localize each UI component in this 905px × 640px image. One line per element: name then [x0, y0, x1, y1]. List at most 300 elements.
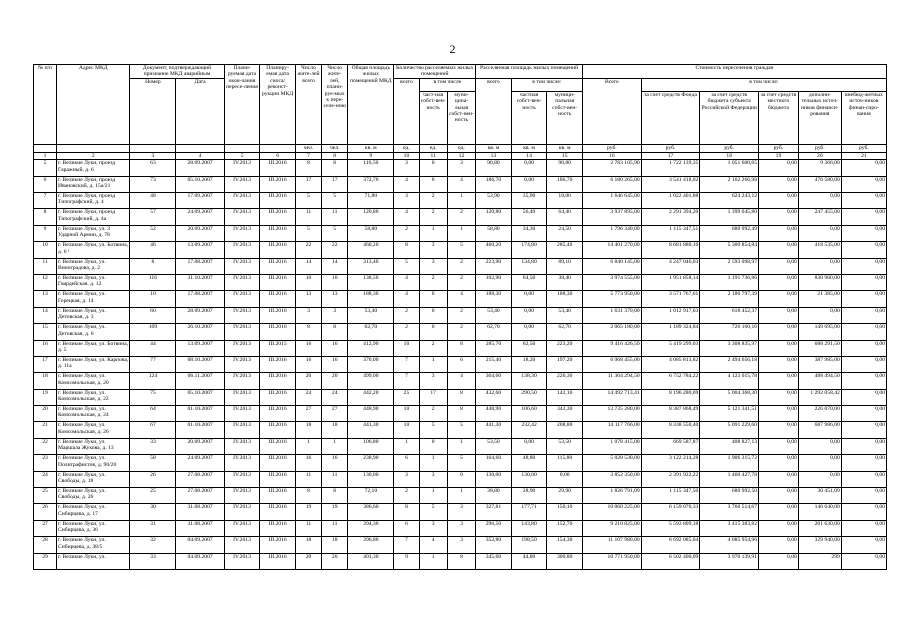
count-private-cell: 0: [419, 324, 447, 340]
planned-residents-cell: 20: [322, 373, 348, 389]
cost-subject-cell: 1 399 045,80: [700, 209, 759, 225]
address-cell: г. Великие Луки, ул. Ботвина, д. 6 ¹: [57, 242, 130, 258]
count-private-cell: 0: [419, 160, 447, 176]
cost-local-cell: 0,00: [759, 356, 799, 372]
cost-fund-cell: 2 291 394,20: [641, 209, 700, 225]
total-area-cell: 460,20: [348, 242, 394, 258]
cost-local-cell: 0,00: [759, 307, 799, 323]
planned-demolish-cell: III.2016: [260, 537, 296, 553]
cost-subject-cell: 1 191 736,86: [700, 274, 759, 290]
planned-demolish-cell: III.2016: [260, 504, 296, 520]
cost-total-cell: 2 783 105,90: [583, 160, 642, 176]
address-cell: г. Великие Луки, ул. Горецкая, д. 14: [57, 291, 130, 307]
area-municipal-cell: 188,30: [547, 291, 583, 307]
row-number-cell: 14: [34, 307, 57, 323]
area-total-cell: 120,80: [476, 209, 512, 225]
cost-nonbudget-cell: 0,00: [841, 520, 886, 536]
column-number-cell: 21: [841, 152, 886, 159]
total-area-cell: 62,70: [348, 324, 394, 340]
count-private-cell: 17: [419, 389, 447, 405]
cost-nonbudget-cell: 0,00: [841, 471, 886, 487]
cost-extra-cell: 201 630,00: [798, 520, 841, 536]
column-number-cell: 7: [295, 152, 321, 159]
unit-cell: ед.: [447, 144, 475, 152]
cost-extra-cell: 488 494,50: [798, 373, 841, 389]
address-cell: г. Великие Луки, ул. Комсомольская, д. 22: [57, 389, 130, 405]
area-total-cell: 352,80: [476, 537, 512, 553]
doc-number-cell: 8: [130, 258, 176, 274]
planned-demolish-cell: III.2016: [260, 438, 296, 454]
planned-demolish-cell: III.2016: [260, 324, 296, 340]
doc-number-cell: 73: [130, 176, 176, 192]
doc-date-cell: 04.09.2007: [176, 553, 224, 569]
area-municipal-cell: 0,00: [547, 471, 583, 487]
unit-cell: [260, 144, 296, 152]
total-area-cell: 58,80: [348, 225, 394, 241]
count-private-cell: 0: [419, 176, 447, 192]
residents-cell: 18: [295, 422, 321, 438]
row-number-cell: 19: [34, 389, 57, 405]
row-number-cell: 27: [34, 520, 57, 536]
total-area-cell: 396,80: [348, 537, 394, 553]
count-private-cell: 1: [419, 488, 447, 504]
cost-fund-cell: 1 022 401,88: [641, 193, 700, 209]
residents-cell: 11: [295, 209, 321, 225]
area-total-cell: 58,80: [476, 225, 512, 241]
count-private-cell: 0: [419, 307, 447, 323]
cost-extra-cell: 226 070,00: [798, 406, 841, 422]
count-private-cell: 3: [419, 373, 447, 389]
cost-total-cell: 1 826 791,09: [583, 488, 642, 504]
area-private-cell: 106,60: [511, 406, 547, 422]
cost-extra-cell: 476 580,00: [798, 176, 841, 192]
area-municipal-cell: 142,10: [547, 389, 583, 405]
col-cost-local-header: за счет средств местного бюджета: [759, 91, 799, 144]
table-row: [34, 504, 887, 520]
cost-extra-cell: 247 455,00: [798, 209, 841, 225]
area-private-cell: 48,80: [511, 455, 547, 471]
row-number-cell: 9: [34, 225, 57, 241]
area-total-cell: 90,80: [476, 160, 512, 176]
cost-total-cell: 5 773 950,00: [583, 291, 642, 307]
cost-nonbudget-cell: 0,00: [841, 340, 886, 356]
count-total-cell: 6: [394, 455, 419, 471]
col-area-private-header: частная собст-вен-ность: [511, 91, 547, 144]
count-municipal-cell: 2: [447, 307, 475, 323]
table-row: [34, 520, 887, 536]
row-number-cell: 26: [34, 504, 57, 520]
cost-nonbudget-cell: 0,00: [841, 406, 886, 422]
cost-local-cell: 0,00: [759, 488, 799, 504]
residents-cell: 14: [295, 258, 321, 274]
cost-subject-cell: 5 091 229,60: [700, 422, 759, 438]
count-total-cell: 2: [394, 488, 419, 504]
doc-date-cell: 08.10.2007: [176, 356, 224, 372]
count-municipal-cell: 2: [447, 209, 475, 225]
area-municipal-cell: 24,50: [547, 225, 583, 241]
row-number-cell: 13: [34, 291, 57, 307]
row-number-cell: 15: [34, 324, 57, 340]
area-private-cell: 130,00: [511, 471, 547, 487]
cost-fund-cell: 1 012 917,63: [641, 307, 700, 323]
unit-cell: руб.: [759, 144, 799, 152]
cost-fund-cell: 4 247 046,03: [641, 258, 700, 274]
count-private-cell: 5: [419, 422, 447, 438]
count-private-cell: 4: [419, 537, 447, 553]
cost-fund-cell: 5 419 299,03: [641, 340, 700, 356]
area-municipal-cell: 115,80: [547, 455, 583, 471]
area-municipal-cell: 90,80: [547, 160, 583, 176]
planned-demolish-cell: III.2016: [260, 242, 296, 258]
planned-residents-cell: 20: [322, 553, 348, 569]
count-total-cell: 1: [394, 438, 419, 454]
address-cell: г. Великие Луки, ул. Карпова, д. 11а: [57, 356, 130, 372]
column-number-cell: 3: [130, 152, 176, 159]
total-area-cell: 138,50: [348, 274, 394, 290]
address-cell: г. Великие Луки, ул. Сибирцева, д. 17: [57, 504, 130, 520]
cost-nonbudget-cell: 0,00: [841, 307, 886, 323]
area-municipal-cell: 38,40: [547, 274, 583, 290]
cost-total-cell: 2 065 180,00: [583, 324, 642, 340]
total-area-cell: 238,90: [348, 455, 394, 471]
col-address-header: Адрес МКД: [57, 65, 130, 145]
cost-local-cell: 0,00: [759, 291, 799, 307]
count-total-cell: 7: [394, 356, 419, 372]
cost-local-cell: 0,00: [759, 258, 799, 274]
table-row: [34, 438, 887, 454]
planned-demolish-cell: III.2016: [260, 373, 296, 389]
doc-number-cell: 32: [130, 537, 176, 553]
cost-nonbudget-cell: 0,00: [841, 324, 886, 340]
cost-fund-cell: 1 115 347,51: [641, 225, 700, 241]
area-municipal-cell: 300,80: [547, 553, 583, 569]
cost-subject-cell: 4 085 954,96: [700, 537, 759, 553]
cost-extra-cell: 387 985,00: [798, 356, 841, 372]
planned-demolish-cell: III.2016: [260, 488, 296, 504]
count-municipal-cell: 8: [447, 406, 475, 422]
residents-cell: 8: [295, 324, 321, 340]
count-municipal-cell: 3: [447, 520, 475, 536]
count-total-cell: 2: [394, 225, 419, 241]
total-area-cell: 120,80: [348, 209, 394, 225]
cost-fund-cell: 2 391 922,22: [641, 471, 700, 487]
column-number-cell: 12: [447, 152, 475, 159]
planned-demolish-cell: III.2016: [260, 209, 296, 225]
unit-cell: руб.: [583, 144, 642, 152]
doc-number-cell: 33: [130, 553, 176, 569]
column-number-cell: 10: [394, 152, 419, 159]
cost-nonbudget-cell: 0,00: [841, 242, 886, 258]
cost-extra-cell: 1 292 058,42: [798, 389, 841, 405]
cost-nonbudget-cell: 0,00: [841, 553, 886, 569]
cost-nonbudget-cell: 0,00: [841, 373, 886, 389]
planned-end-cell: IV.2013: [224, 258, 260, 274]
area-municipal-cell: 62,70: [547, 324, 583, 340]
count-municipal-cell: 6: [447, 356, 475, 372]
doc-number-cell: 48: [130, 193, 176, 209]
unit-cell: [34, 144, 57, 152]
area-private-cell: 35,90: [511, 193, 547, 209]
address-cell: г. Великие Луки, ул. Маршала Жукова, д. 13: [57, 438, 130, 454]
area-municipal-cell: 150,10: [547, 504, 583, 520]
resettlement-table: [33, 64, 887, 570]
cost-total-cell: 11 107 980,00: [583, 537, 642, 553]
row-number-cell: 21: [34, 422, 57, 438]
doc-date-cell: 17.08.2007: [176, 258, 224, 274]
planned-end-cell: IV.2013: [224, 307, 260, 323]
cost-extra-cell: 0,00: [798, 193, 841, 209]
area-total-cell: 53,50: [476, 438, 512, 454]
doc-number-cell: 116: [130, 274, 176, 290]
address-cell: г. Великие Луки, ул. Детовская, д. 6: [57, 324, 130, 340]
planned-demolish-cell: III.2016: [260, 176, 296, 192]
count-municipal-cell: 5: [447, 455, 475, 471]
planned-residents-cell: 16: [322, 356, 348, 372]
column-number-cell: 1: [34, 152, 57, 159]
cost-total-cell: 1 796 340,00: [583, 225, 642, 241]
cost-subject-cell: 1 051 600,65: [700, 160, 759, 176]
residents-cell: 17: [295, 176, 321, 192]
area-municipal-cell: 64,40: [547, 209, 583, 225]
cost-nonbudget-cell: 0,00: [841, 291, 886, 307]
area-municipal-cell: 53,50: [547, 438, 583, 454]
unit-cell: [224, 144, 260, 152]
count-private-cell: 3: [419, 471, 447, 487]
cost-extra-cell: 0,00: [798, 471, 841, 487]
row-number-cell: 29: [34, 553, 57, 569]
cost-local-cell: 0,00: [759, 471, 799, 487]
area-private-cell: 0,00: [511, 438, 547, 454]
total-area-cell: 499,00: [348, 373, 394, 389]
count-private-cell: 2: [419, 274, 447, 290]
cost-nonbudget-cell: 0,00: [841, 504, 886, 520]
planned-end-cell: IV.2013: [224, 537, 260, 553]
planned-residents-cell: 18: [322, 537, 348, 553]
cost-local-cell: 0,00: [759, 422, 799, 438]
cost-nonbudget-cell: 0,00: [841, 258, 886, 274]
doc-date-cell: 06.11.2007: [176, 373, 224, 389]
cost-local-cell: 0,00: [759, 553, 799, 569]
count-total-cell: 3: [394, 471, 419, 487]
col-total-area-header: Общая площадь жилых помещений МКД: [348, 65, 394, 145]
planned-residents-cell: 22: [322, 242, 348, 258]
column-number-cell: 11: [419, 152, 447, 159]
cost-extra-cell: 0,00: [798, 307, 841, 323]
area-private-cell: 177,71: [511, 504, 547, 520]
residents-cell: 20: [295, 373, 321, 389]
area-total-cell: 102,90: [476, 274, 512, 290]
address-cell: г. Великие Луки, проезд Типографский, д. 4: [57, 193, 130, 209]
doc-number-cell: 52: [130, 225, 176, 241]
doc-date-cell: 27.08.2007: [176, 488, 224, 504]
count-municipal-cell: 1: [447, 488, 475, 504]
cost-nonbudget-cell: 0,00: [841, 356, 886, 372]
table-row: [34, 471, 887, 487]
address-cell: г. Великие Луки, ул. Гвардейская, д. 12: [57, 274, 130, 290]
area-municipal-cell: 18,00: [547, 193, 583, 209]
column-number-cell: 15: [547, 152, 583, 159]
area-municipal-cell: 154,30: [547, 537, 583, 553]
area-municipal-cell: 29,90: [547, 488, 583, 504]
planned-end-cell: IV.2013: [224, 340, 260, 356]
planned-residents-cell: 8: [322, 324, 348, 340]
cost-subject-cell: 4 123 015,78: [700, 373, 759, 389]
area-municipal-cell: 208,88: [547, 422, 583, 438]
cost-total-cell: 3 852 350,00: [583, 471, 642, 487]
col-count-municipal-header: муни-ципа-льная собст-вен-ность: [447, 91, 475, 144]
doc-number-cell: 60: [130, 307, 176, 323]
doc-date-cell: 24.09.2007: [176, 209, 224, 225]
count-municipal-cell: 8: [447, 389, 475, 405]
total-area-cell: 72,10: [348, 488, 394, 504]
doc-number-cell: 109: [130, 324, 176, 340]
unit-cell: руб.: [700, 144, 759, 152]
col-area-group-header: Расселяемая площадь жилых помещений: [476, 65, 583, 79]
count-private-cell: 1: [419, 455, 447, 471]
address-cell: г. Великие Луки, ул. Полиграфистов, д. 90/20: [57, 455, 130, 471]
planned-residents-cell: 5: [322, 193, 348, 209]
area-municipal-cell: 89,10: [547, 258, 583, 274]
cost-subject-cell: 726 160,16: [700, 324, 759, 340]
cost-fund-cell: 6 692 085,04: [641, 537, 700, 553]
doc-number-cell: 75: [130, 389, 176, 405]
count-total-cell: 10: [394, 422, 419, 438]
count-municipal-cell: 8: [447, 340, 475, 356]
planned-end-cell: IV.2013: [224, 520, 260, 536]
cost-extra-cell: 299: [798, 553, 841, 569]
column-number-cell: 17: [641, 152, 700, 159]
planned-demolish-cell: III.2016: [260, 160, 296, 176]
planned-residents-cell: 3: [322, 307, 348, 323]
planned-end-cell: IV.2013: [224, 438, 260, 454]
doc-date-cell: 31.10.2007: [176, 274, 224, 290]
row-number-cell: 24: [34, 471, 57, 487]
total-area-cell: 370,00: [348, 356, 394, 372]
cost-local-cell: 0,00: [759, 537, 799, 553]
cost-total-cell: 14 117 766,00: [583, 422, 642, 438]
address-cell: г. Великие Луки, ул. Свободы, д. 26: [57, 488, 130, 504]
count-total-cell: 4: [394, 209, 419, 225]
cost-nonbudget-cell: 0,00: [841, 225, 886, 241]
cost-nonbudget-cell: 0,00: [841, 438, 886, 454]
doc-number-cell: 31: [130, 520, 176, 536]
unit-cell: кв. м: [476, 144, 512, 152]
area-total-cell: 327,81: [476, 504, 512, 520]
planned-demolish-cell: III.2016: [260, 307, 296, 323]
count-total-cell: 2: [394, 324, 419, 340]
table-row: [34, 242, 887, 258]
planned-end-cell: IV.2013: [224, 356, 260, 372]
residents-cell: 24: [295, 389, 321, 405]
planned-demolish-cell: III.2016: [260, 225, 296, 241]
cost-fund-cell: 6 502 400,09: [641, 553, 700, 569]
total-area-cell: 412,90: [348, 340, 394, 356]
doc-number-cell: 63: [130, 160, 176, 176]
cost-extra-cell: 830 960,00: [798, 274, 841, 290]
area-total-cell: 432,60: [476, 389, 512, 405]
column-number-cell: 13: [476, 152, 512, 159]
count-private-cell: 3: [419, 242, 447, 258]
doc-number-cell: 77: [130, 356, 176, 372]
table-row: [34, 324, 887, 340]
cost-local-cell: 0,00: [759, 242, 799, 258]
address-cell: г. Великие Луки, ул. Сибирцева, д. 38/5: [57, 537, 130, 553]
col-count-total-header: всего: [394, 78, 419, 144]
area-municipal-cell: 186,70: [547, 176, 583, 192]
table-row: [34, 274, 887, 290]
unit-cell: чел.: [295, 144, 321, 152]
count-private-cell: 1: [419, 356, 447, 372]
count-total-cell: 4: [394, 176, 419, 192]
cost-nonbudget-cell: 0,00: [841, 209, 886, 225]
area-total-cell: 285,70: [476, 340, 512, 356]
cost-extra-cell: 0,00: [798, 225, 841, 241]
total-area-cell: 442,20: [348, 389, 394, 405]
doc-number-cell: 25: [130, 488, 176, 504]
residents-cell: 8: [295, 488, 321, 504]
address-cell: г. Великие Луки, ул. Комсомольская, д. 26: [57, 422, 130, 438]
column-number-cell: 8: [322, 152, 348, 159]
unit-cell: кв. м: [348, 144, 394, 152]
planned-residents-cell: 16: [322, 455, 348, 471]
table-row: [34, 307, 887, 323]
table-row: [34, 356, 887, 372]
area-private-cell: 56,40: [511, 209, 547, 225]
doc-number-cell: 64: [130, 406, 176, 422]
doc-number-cell: 46: [130, 242, 176, 258]
area-municipal-cell: 53,40: [547, 307, 583, 323]
planned-residents-cell: 19: [322, 504, 348, 520]
doc-number-cell: 67: [130, 422, 176, 438]
table-row: [34, 176, 887, 192]
table-row: [34, 340, 887, 356]
col-doc-number-header: Номер: [130, 78, 176, 144]
row-number-cell: 6: [34, 176, 57, 192]
cost-total-cell: 10 060 225,00: [583, 504, 642, 520]
planned-residents-cell: 1: [322, 438, 348, 454]
doc-date-cell: 28.09.2007: [176, 307, 224, 323]
count-total-cell: 8: [394, 242, 419, 258]
planned-residents-cell: 24: [322, 389, 348, 405]
table-row: [34, 209, 887, 225]
cost-nonbudget-cell: 0,00: [841, 193, 886, 209]
row-number-cell: 22: [34, 438, 57, 454]
total-area-cell: 188,30: [348, 291, 394, 307]
cost-subject-cell: 5 300 854,84: [700, 242, 759, 258]
col-doc-group-header: Документ, подтверждающий признание МКД аварийным: [130, 65, 224, 79]
cost-total-cell: 1 646 645,00: [583, 193, 642, 209]
planned-end-cell: IV.2013: [224, 406, 260, 422]
area-private-cell: 290,50: [511, 389, 547, 405]
planned-end-cell: IV.2013: [224, 193, 260, 209]
unit-cell: кв. м: [547, 144, 583, 152]
doc-date-cell: 05.10.2007: [176, 176, 224, 192]
unit-cell: [176, 144, 224, 152]
doc-date-cell: 17.09.2007: [176, 193, 224, 209]
column-number-cell: 14: [511, 152, 547, 159]
area-municipal-cell: 197,20: [547, 356, 583, 372]
table-row: [34, 193, 887, 209]
residents-cell: 11: [295, 471, 321, 487]
count-municipal-cell: 8: [447, 553, 475, 569]
planned-residents-cell: 11: [322, 520, 348, 536]
area-total-cell: 53,40: [476, 307, 512, 323]
address-cell: г. Великие Луки, ул. Сибирцева, д. 36: [57, 520, 130, 536]
cost-fund-cell: 3 541 418,02: [641, 176, 700, 192]
planned-residents-cell: 27: [322, 406, 348, 422]
area-private-cell: 232,42: [511, 422, 547, 438]
count-private-cell: 2: [419, 340, 447, 356]
